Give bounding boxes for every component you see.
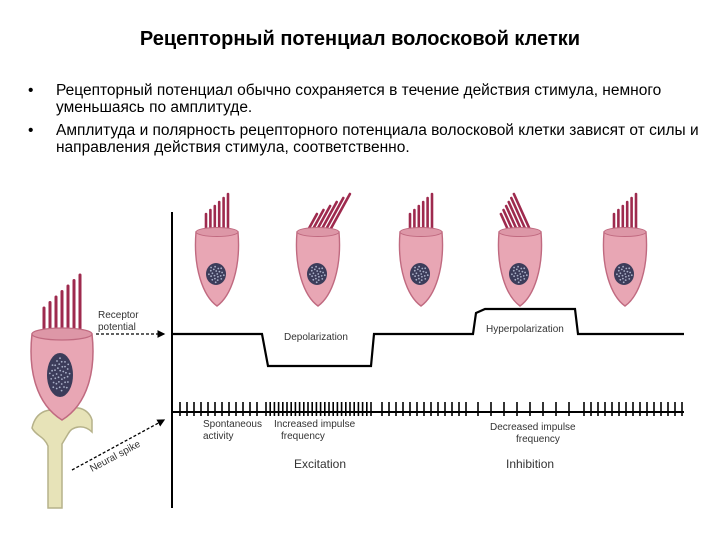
chromatin-dot (56, 360, 58, 362)
chromatin-dot (519, 273, 521, 275)
chromatin-dot (421, 279, 423, 281)
chromatin-dot (515, 272, 517, 274)
stereocilia-bundle (307, 194, 350, 232)
chromatin-dot (54, 377, 56, 379)
chromatin-dot (321, 278, 323, 280)
stereocilia-bundle (501, 194, 531, 232)
chromatin-dot (64, 366, 66, 368)
chromatin-dot (321, 275, 323, 277)
chromatin-dot (618, 275, 620, 277)
chromatin-dot (523, 278, 525, 280)
chromatin-dot (67, 381, 69, 383)
chromatin-dot (419, 281, 421, 283)
chromatin-dot (414, 267, 416, 269)
chromatin-dot (223, 274, 225, 276)
chromatin-dot (59, 357, 61, 359)
chromatin-dot (56, 373, 58, 375)
stereocilium (325, 198, 344, 232)
chromatin-dot (516, 269, 518, 271)
chromatin-dot (62, 371, 64, 373)
receptor-potential-trace (172, 309, 684, 366)
chromatin-dot (418, 266, 420, 268)
chromatin-dot (58, 381, 60, 383)
chromatin-dot (49, 373, 51, 375)
chromatin-dot (623, 270, 625, 272)
chromatin-dot (50, 378, 52, 380)
chromatin-dot (513, 267, 515, 269)
chromatin-dot (321, 267, 323, 269)
chromatin-dot (311, 267, 313, 269)
chromatin-dot (628, 278, 630, 280)
chromatin-dot (523, 275, 525, 277)
chromatin-dot (61, 390, 63, 392)
chromatin-dot (56, 383, 58, 385)
chromatin-dot (320, 271, 322, 273)
chromatin-dot (625, 268, 627, 270)
neural-spike-label: Neural spike (88, 438, 143, 475)
chromatin-dot (415, 279, 417, 281)
chromatin-dot (625, 276, 627, 278)
chromatin-dot (214, 278, 216, 280)
chromatin-dot (217, 268, 219, 270)
chromatin-dot (53, 382, 55, 384)
chromatin-dot (66, 387, 68, 389)
chromatin-dot (523, 267, 525, 269)
spontaneous-activity-label: Spontaneous activity (203, 419, 262, 442)
chromatin-dot (65, 372, 67, 374)
chromatin-dot (217, 276, 219, 278)
chromatin-dot (517, 275, 519, 277)
chromatin-dot (61, 383, 63, 385)
chromatin-dot (622, 278, 624, 280)
chromatin-dot (316, 270, 318, 272)
chromatin-dot (412, 273, 414, 275)
chromatin-dot (215, 281, 217, 283)
chromatin-dot (311, 275, 313, 277)
chromatin-dot (517, 266, 519, 268)
chromatin-dot (60, 374, 62, 376)
chromatin-dot (61, 366, 63, 368)
chromatin-dot (622, 275, 624, 277)
chromatin-dot (513, 270, 515, 272)
chromatin-dot (324, 274, 326, 276)
chromatin-dot (220, 267, 222, 269)
chromatin-dot (315, 278, 317, 280)
chromatin-dot (514, 279, 516, 281)
hair-cell-row (195, 194, 646, 306)
chromatin-dot (416, 272, 418, 274)
chromatin-dot (64, 377, 66, 379)
chromatin-dot (618, 270, 620, 272)
chromatin-dot (67, 368, 69, 370)
receptor-potential-label: Receptor potential (98, 310, 139, 333)
chromatin-dot (214, 275, 216, 277)
chromatin-dot (424, 275, 426, 277)
chromatin-dot (520, 279, 522, 281)
slide-title: Рецепторный потенциал волосковой клетки (139, 28, 581, 50)
cuticular-plate (499, 228, 541, 237)
chromatin-dot (520, 276, 522, 278)
large-hair-cell (31, 275, 93, 508)
decreased-impulse-label: Decreased impulse frequency (490, 422, 576, 445)
chromatin-dot (210, 275, 212, 277)
cuticular-plate (604, 228, 646, 237)
chromatin-dot (419, 270, 421, 272)
cuticular-plate (196, 228, 238, 237)
chromatin-dot (517, 278, 519, 280)
chromatin-dot (425, 272, 427, 274)
depolarization-label: Depolarization (284, 332, 348, 343)
bullet-dot: • (28, 82, 34, 99)
chromatin-dot (526, 274, 528, 276)
hair-cell (399, 194, 442, 306)
excitation-label: Excitation (294, 457, 347, 471)
chromatin-dot (317, 273, 319, 275)
chromatin-dot (427, 274, 429, 276)
chromatin-dot (513, 275, 515, 277)
chromatin-dot (67, 376, 69, 378)
hair-cell (498, 194, 541, 306)
increased-impulse-label: Increased impulse frequency (274, 419, 356, 442)
chromatin-dot (315, 266, 317, 268)
chromatin-dot (631, 274, 633, 276)
stereocilium (329, 194, 350, 232)
chromatin-dot (52, 364, 54, 366)
chromatin-dot (629, 272, 631, 274)
chromatin-dot (624, 273, 626, 275)
chromatin-dot (212, 272, 214, 274)
chromatin-dot (316, 281, 318, 283)
chromatin-dot (221, 272, 223, 274)
chromatin-dot (215, 270, 217, 272)
chromatin-dot (424, 267, 426, 269)
chromatin-dot (518, 281, 520, 283)
chromatin-dot (59, 386, 61, 388)
chromatin-dot (628, 267, 630, 269)
chromatin-dot (518, 270, 520, 272)
cuticular-plate (32, 328, 92, 340)
chromatin-dot (420, 273, 422, 275)
chromatin-dot (628, 275, 630, 277)
spike-train (172, 402, 684, 416)
inhibition-label: Inhibition (506, 457, 555, 471)
chromatin-dot (210, 270, 212, 272)
bullet-text: Рецепторный потенциал обычно сохраняется в течение действия стимула, немного уменьшаясь по амплитуде. (56, 82, 662, 116)
chromatin-dot (63, 386, 65, 388)
stereocilia-bundle (44, 275, 80, 332)
chromatin-dot (423, 271, 425, 273)
chromatin-dot (67, 364, 69, 366)
chromatin-dot (621, 269, 623, 271)
chromatin-dot (318, 276, 320, 278)
chromatin-dot (421, 268, 423, 270)
chromatin-dot (61, 361, 63, 363)
chromatin-dot (616, 273, 618, 275)
chromatin-dot (314, 269, 316, 271)
chromatin-dot (511, 273, 513, 275)
chromatin-dot (418, 278, 420, 280)
chromatin-dot (311, 270, 313, 272)
chromatin-dot (208, 273, 210, 275)
chromatin-dot (418, 275, 420, 277)
chromatin-dot (313, 272, 315, 274)
chromatin-dot (216, 273, 218, 275)
cuticular-plate (400, 228, 442, 237)
chromatin-dot (214, 266, 216, 268)
hyperpolarization-label: Hyperpolarization (486, 324, 564, 335)
chromatin-dot (61, 378, 63, 380)
chromatin-dot (219, 271, 221, 273)
chromatin-dot (318, 268, 320, 270)
chromatin-dot (627, 271, 629, 273)
chromatin-dot (64, 361, 66, 363)
afferent-nerve-fiber (32, 408, 92, 508)
chromatin-dot (210, 267, 212, 269)
stereocilia-bundle (410, 194, 432, 232)
nucleus (47, 353, 73, 397)
chromatin-dot (59, 370, 61, 372)
bullet-dot: • (28, 122, 34, 139)
chromatin-dot (315, 275, 317, 277)
chromatin-dot (625, 279, 627, 281)
chromatin-dot (522, 271, 524, 273)
chromatin-dot (211, 279, 213, 281)
chromatin-dot (414, 275, 416, 277)
chromatin-dot (56, 388, 58, 390)
chromatin-dot (520, 268, 522, 270)
chromatin-dot (424, 278, 426, 280)
chromatin-dot (623, 281, 625, 283)
chromatin-dot (421, 276, 423, 278)
chromatin-dot (622, 266, 624, 268)
chromatin-dot (52, 375, 54, 377)
chromatin-dot (217, 279, 219, 281)
chromatin-dot (213, 269, 215, 271)
chromatin-dot (54, 364, 56, 366)
chromatin-dot (417, 269, 419, 271)
cuticular-plate (297, 228, 339, 237)
chromatin-dot (524, 272, 526, 274)
chromatin-dot (220, 275, 222, 277)
chromatin-dot (220, 278, 222, 280)
chromatin-dot (57, 367, 59, 369)
stereocilia-bundle (206, 194, 228, 232)
chromatin-dot (618, 267, 620, 269)
hair-cell (603, 194, 646, 306)
chromatin-dot (58, 363, 60, 365)
chromatin-dot (69, 373, 71, 375)
chromatin-dot (309, 273, 311, 275)
hair-cell (296, 194, 349, 306)
bullet-text: Амплитуда и полярность рецепторного потенциала волосковой клетки зависят от силы и направления действия стимула, соответственно. (56, 122, 699, 156)
chromatin-dot (312, 279, 314, 281)
chromatin-dot (52, 386, 54, 388)
chromatin-dot (318, 279, 320, 281)
hair-cell (195, 194, 238, 306)
chromatin-dot (51, 370, 53, 372)
chromatin-dot (58, 376, 60, 378)
chromatin-dot (619, 279, 621, 281)
chromatin-dot (54, 369, 56, 371)
stereocilia-bundle (614, 194, 636, 232)
chromatin-dot (322, 272, 324, 274)
chromatin-dot (414, 270, 416, 272)
chromatin-dot (620, 272, 622, 274)
chromatin-dot (64, 381, 66, 383)
